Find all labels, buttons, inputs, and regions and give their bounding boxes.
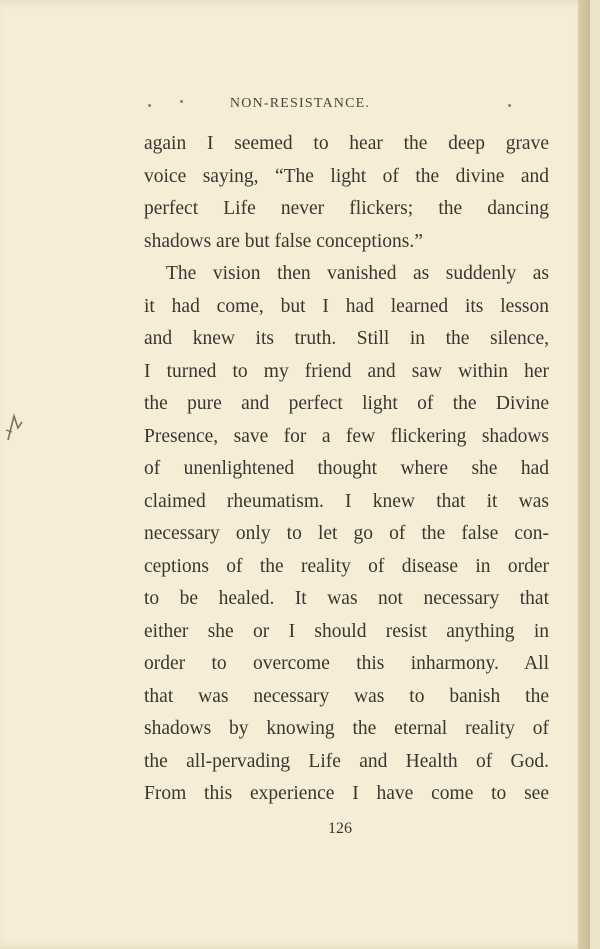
text-line: ceptions of the reality of disease in order	[144, 555, 549, 577]
running-head: NON-RESISTANCE.	[229, 96, 371, 111]
text-line: and knew its truth. Still in the silence,	[144, 328, 549, 349]
text-line: The vision then vanished as suddenly as	[166, 263, 549, 284]
text-line: claimed rheumatism. I knew that it was	[144, 490, 549, 512]
text-line: perfect Life never flickers; the dancing	[144, 198, 549, 219]
page-edge	[578, 0, 590, 949]
body-text	[144, 128, 549, 811]
margin-mark-icon	[4, 410, 26, 444]
text-line: either she or I should resist anything in	[144, 620, 549, 642]
text-line: the all-pervading Life and Health of God.	[144, 750, 549, 772]
text-line: again I seemed to hear the deep grave	[144, 133, 549, 154]
text-line: it had come, but I had learned its lesson	[144, 295, 549, 317]
page-number: 126	[328, 820, 352, 837]
text-line: shadows by knowing the eternal reality of	[144, 718, 549, 739]
text-line: I turned to my friend and saw within her	[144, 360, 549, 382]
text-line: voice saying, “The light of the divine and	[144, 165, 549, 187]
text-line: necessary only to let go of the false con-	[144, 523, 549, 544]
text-line: the pure and perfect light of the Divine	[144, 393, 549, 414]
text-line: Presence, save for a few flickering shadows	[144, 425, 549, 447]
text-line: of unenlightened thought where she had	[144, 458, 549, 479]
text-line: shadows are but false conceptions.”	[144, 230, 423, 252]
text-line: to be healed. It was not necessary that	[144, 588, 549, 609]
text-line: that was necessary was to banish the	[144, 685, 549, 707]
text-line: order to overcome this inharmony. All	[144, 653, 549, 674]
text-line: From this experience I have come to see	[144, 783, 549, 804]
